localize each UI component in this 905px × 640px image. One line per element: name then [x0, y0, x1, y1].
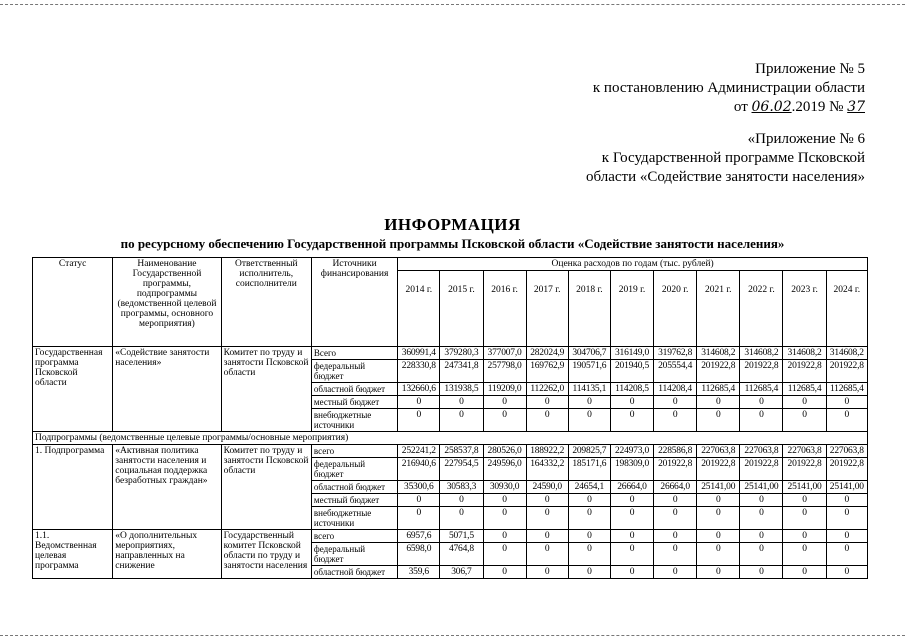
cell-value: 205554,4: [654, 360, 697, 383]
cell-source: всего: [311, 445, 397, 458]
cell-value: 114208,4: [654, 383, 697, 396]
cell-value: 24654,1: [568, 481, 610, 494]
cell-value: 0: [483, 507, 526, 530]
cell-value: 201922,8: [740, 458, 783, 481]
cell-value: 0: [740, 507, 783, 530]
appendix-6-header: [565, 130, 865, 187]
cell-value: 25141,00: [783, 481, 826, 494]
cell-value: 228330,8: [398, 360, 440, 383]
year-header: 2017 г.: [526, 271, 568, 347]
cell-value: 227063,8: [697, 445, 740, 458]
cell-value: 314608,2: [740, 347, 783, 360]
appendix-5-header: [565, 60, 865, 117]
cell-value: 0: [654, 494, 697, 507]
cell-value: 0: [697, 409, 740, 432]
cell-value: 0: [440, 396, 483, 409]
cell-value: 0: [568, 494, 610, 507]
cell-value: 0: [826, 566, 867, 579]
cell-value: 0: [526, 566, 568, 579]
cell-value: 0: [826, 507, 867, 530]
cell-value: 0: [654, 543, 697, 566]
cell-value: 201922,8: [783, 458, 826, 481]
cell-value: 0: [398, 409, 440, 432]
resource-table: [32, 257, 868, 579]
cell-value: 304706,7: [568, 347, 610, 360]
cell-value: 198309,0: [610, 458, 653, 481]
cell-source: федеральный бюджет: [311, 543, 397, 566]
cell-value: 257798,0: [483, 360, 526, 383]
cell-source: областной бюджет: [311, 383, 397, 396]
cell-value: 227063,8: [783, 445, 826, 458]
cell-value: 0: [483, 530, 526, 543]
cell-value: 30930,0: [483, 481, 526, 494]
cell-value: 0: [654, 566, 697, 579]
cell-value: 0: [783, 530, 826, 543]
year-header: 2022 г.: [740, 271, 783, 347]
appendix-5-date-line: от 06.02.2019 № 37: [733, 99, 865, 115]
cell-value: 132660,6: [398, 383, 440, 396]
appendix-6-ref-1: к Государственной программе Псковской: [601, 150, 865, 166]
cell-value: 24590,0: [526, 481, 568, 494]
cell-value: 0: [783, 494, 826, 507]
cell-value: 360991,4: [398, 347, 440, 360]
cell-value: 0: [697, 543, 740, 566]
cell-value: 227063,8: [826, 445, 867, 458]
cell-value: 316149,0: [610, 347, 653, 360]
handwritten-date: 06.02: [751, 99, 792, 115]
cell-value: 0: [526, 494, 568, 507]
table-row: [33, 530, 868, 543]
cell-value: 0: [654, 396, 697, 409]
cell-value: 119209,0: [483, 383, 526, 396]
cell-value: 0: [526, 396, 568, 409]
cell-value: 0: [526, 530, 568, 543]
year-header: 2018 г.: [568, 271, 610, 347]
cell-value: 164332,2: [526, 458, 568, 481]
cell-value: 201922,8: [826, 360, 867, 383]
cell-value: 0: [654, 530, 697, 543]
cell-value: 0: [568, 396, 610, 409]
table-row: [33, 347, 868, 360]
cell-value: 0: [610, 409, 653, 432]
year-header: 2021 г.: [697, 271, 740, 347]
cell-value: 0: [610, 494, 653, 507]
document-subtitle: по ресурсному обеспечению Государственной программы Псковской области «Содействие занятости населения»: [120, 236, 785, 251]
header-estimate: Оценка расходов по годам (тыс. рублей): [398, 258, 868, 271]
cell-value: 0: [610, 530, 653, 543]
cell-value: 185171,6: [568, 458, 610, 481]
cell-value: 0: [568, 507, 610, 530]
cell-executor: Государственный комитет Псковской области по труду и занятости населения: [221, 530, 311, 579]
cell-value: 0: [568, 409, 610, 432]
cell-value: 30583,3: [440, 481, 483, 494]
cell-value: 0: [398, 494, 440, 507]
cell-value: 0: [398, 396, 440, 409]
cell-value: 25141,00: [826, 481, 867, 494]
cell-value: 314608,2: [783, 347, 826, 360]
cell-value: 0: [697, 530, 740, 543]
cell-value: 0: [740, 409, 783, 432]
cell-value: 0: [740, 494, 783, 507]
cell-value: 0: [568, 566, 610, 579]
cell-value: 0: [398, 507, 440, 530]
cell-status: Государственная программа Псковской области: [33, 347, 113, 432]
cell-source: федеральный бюджет: [311, 360, 397, 383]
cell-value: 0: [826, 396, 867, 409]
cell-value: 280526,0: [483, 445, 526, 458]
cell-value: 0: [526, 409, 568, 432]
cell-value: 0: [740, 566, 783, 579]
cell-value: 224973,0: [610, 445, 653, 458]
cell-value: 0: [483, 494, 526, 507]
header-status: Статус: [33, 258, 113, 347]
cell-value: 188922,2: [526, 445, 568, 458]
cell-value: 314608,2: [697, 347, 740, 360]
cell-status: 1. Подпрограмма: [33, 445, 113, 530]
cell-value: 6957,6: [398, 530, 440, 543]
cell-value: 0: [740, 543, 783, 566]
appendix-6-ref-2: области «Содействие занятости населения»: [585, 169, 865, 185]
cell-value: 201922,8: [654, 458, 697, 481]
cell-value: 359,6: [398, 566, 440, 579]
cell-value: 0: [740, 396, 783, 409]
table-row: [33, 445, 868, 458]
appendix-5-ref: к постановлению Администрации области: [592, 80, 865, 96]
cell-value: 112685,4: [783, 383, 826, 396]
cell-value: 0: [483, 543, 526, 566]
cell-value: 6598,0: [398, 543, 440, 566]
cell-value: 0: [610, 543, 653, 566]
section-label: Подпрограммы (ведомственные целевые программы/основные мероприятия): [33, 432, 868, 445]
cell-source: областной бюджет: [311, 481, 397, 494]
cell-value: 25141,00: [697, 481, 740, 494]
cell-value: 0: [697, 396, 740, 409]
cell-value: 0: [654, 507, 697, 530]
cell-value: 0: [610, 566, 653, 579]
cell-value: 201940,5: [610, 360, 653, 383]
cell-value: 201922,8: [697, 360, 740, 383]
cell-value: 26664,0: [654, 481, 697, 494]
cell-value: 209825,7: [568, 445, 610, 458]
cell-value: 228586,8: [654, 445, 697, 458]
header-name: Наименование Государственной программы, подпрограммы (ведомственной целевой программы, основного мероприятия): [113, 258, 221, 347]
cell-value: 314608,2: [826, 347, 867, 360]
cell-value: 0: [610, 396, 653, 409]
cell-value: 112685,4: [826, 383, 867, 396]
cell-value: 0: [697, 494, 740, 507]
year-header: 2023 г.: [783, 271, 826, 347]
cell-value: 377007,0: [483, 347, 526, 360]
cell-value: 379280,3: [440, 347, 483, 360]
cell-name: «Активная политика занятости населения и социальная поддержка безработных граждан»: [113, 445, 221, 530]
cell-source: местный бюджет: [311, 396, 397, 409]
cell-value: 0: [654, 409, 697, 432]
cell-name: «О дополнительных мероприятиях, направленных на снижение: [113, 530, 221, 579]
cell-value: 0: [783, 566, 826, 579]
cell-value: 114135,1: [568, 383, 610, 396]
header-executor: Ответственный исполнитель, соисполнители: [221, 258, 311, 347]
year-header: 2019 г.: [610, 271, 653, 347]
cell-value: 190571,6: [568, 360, 610, 383]
year-header: 2015 г.: [440, 271, 483, 347]
cell-value: 0: [826, 409, 867, 432]
cell-value: 282024,9: [526, 347, 568, 360]
year-header: 2024 г.: [826, 271, 867, 347]
cell-value: 201922,8: [740, 360, 783, 383]
document-title: ИНФОРМАЦИЯ: [384, 215, 521, 234]
cell-value: 0: [526, 507, 568, 530]
scan-edge-top: [0, 4, 905, 5]
cell-executor: Комитет по труду и занятости Псковской области: [221, 347, 311, 432]
year-header: 2020 г.: [654, 271, 697, 347]
cell-value: 227063,8: [740, 445, 783, 458]
cell-value: 25141,00: [740, 481, 783, 494]
cell-value: 201922,8: [783, 360, 826, 383]
appendix-6-title: «Приложение № 6: [747, 131, 865, 147]
cell-executor: Комитет по труду и занятости Псковской области: [221, 445, 311, 530]
scan-edge-bottom: [0, 635, 905, 636]
cell-value: 249596,0: [483, 458, 526, 481]
section-row: [33, 432, 868, 445]
cell-value: 0: [483, 409, 526, 432]
cell-value: 0: [483, 396, 526, 409]
cell-source: Всего: [311, 347, 397, 360]
cell-status: 1.1. Ведомственная целевая программа: [33, 530, 113, 579]
handwritten-number: 37: [847, 99, 865, 115]
cell-value: 216940,6: [398, 458, 440, 481]
cell-value: 131938,5: [440, 383, 483, 396]
cell-source: местный бюджет: [311, 494, 397, 507]
cell-source: областной бюджет: [311, 566, 397, 579]
cell-value: 114208,5: [610, 383, 653, 396]
cell-value: 252241,2: [398, 445, 440, 458]
cell-value: 0: [783, 396, 826, 409]
cell-name: «Содействие занятости населения»: [113, 347, 221, 432]
cell-value: 0: [826, 494, 867, 507]
cell-value: 0: [826, 530, 867, 543]
cell-value: 0: [440, 507, 483, 530]
cell-value: 0: [740, 530, 783, 543]
cell-source: внебюджетные источники: [311, 507, 397, 530]
cell-value: 5071,5: [440, 530, 483, 543]
cell-value: 0: [697, 566, 740, 579]
cell-value: 0: [568, 543, 610, 566]
cell-value: 26664,0: [610, 481, 653, 494]
cell-value: 0: [440, 409, 483, 432]
cell-value: 0: [783, 507, 826, 530]
year-header: 2014 г.: [398, 271, 440, 347]
cell-value: 0: [783, 543, 826, 566]
cell-source: всего: [311, 530, 397, 543]
cell-value: 306,7: [440, 566, 483, 579]
cell-value: 112685,4: [740, 383, 783, 396]
cell-value: 35300,6: [398, 481, 440, 494]
cell-value: 4764,8: [440, 543, 483, 566]
cell-value: 0: [783, 409, 826, 432]
cell-value: 0: [568, 530, 610, 543]
cell-value: 0: [526, 543, 568, 566]
cell-value: 0: [483, 566, 526, 579]
cell-value: 0: [440, 494, 483, 507]
year-header: 2016 г.: [483, 271, 526, 347]
cell-value: 0: [826, 543, 867, 566]
cell-value: 0: [697, 507, 740, 530]
cell-value: 247341,8: [440, 360, 483, 383]
cell-value: 258537,8: [440, 445, 483, 458]
cell-value: 319762,8: [654, 347, 697, 360]
cell-value: 112262,0: [526, 383, 568, 396]
appendix-5-title: Приложение № 5: [755, 61, 865, 77]
cell-value: 227954,5: [440, 458, 483, 481]
cell-source: внебюджетные источники: [311, 409, 397, 432]
cell-value: 201922,8: [826, 458, 867, 481]
cell-value: 112685,4: [697, 383, 740, 396]
cell-value: 0: [610, 507, 653, 530]
cell-value: 201922,8: [697, 458, 740, 481]
cell-source: федеральный бюджет: [311, 458, 397, 481]
header-sources: Источники финансирования: [311, 258, 397, 347]
cell-value: 169762,9: [526, 360, 568, 383]
